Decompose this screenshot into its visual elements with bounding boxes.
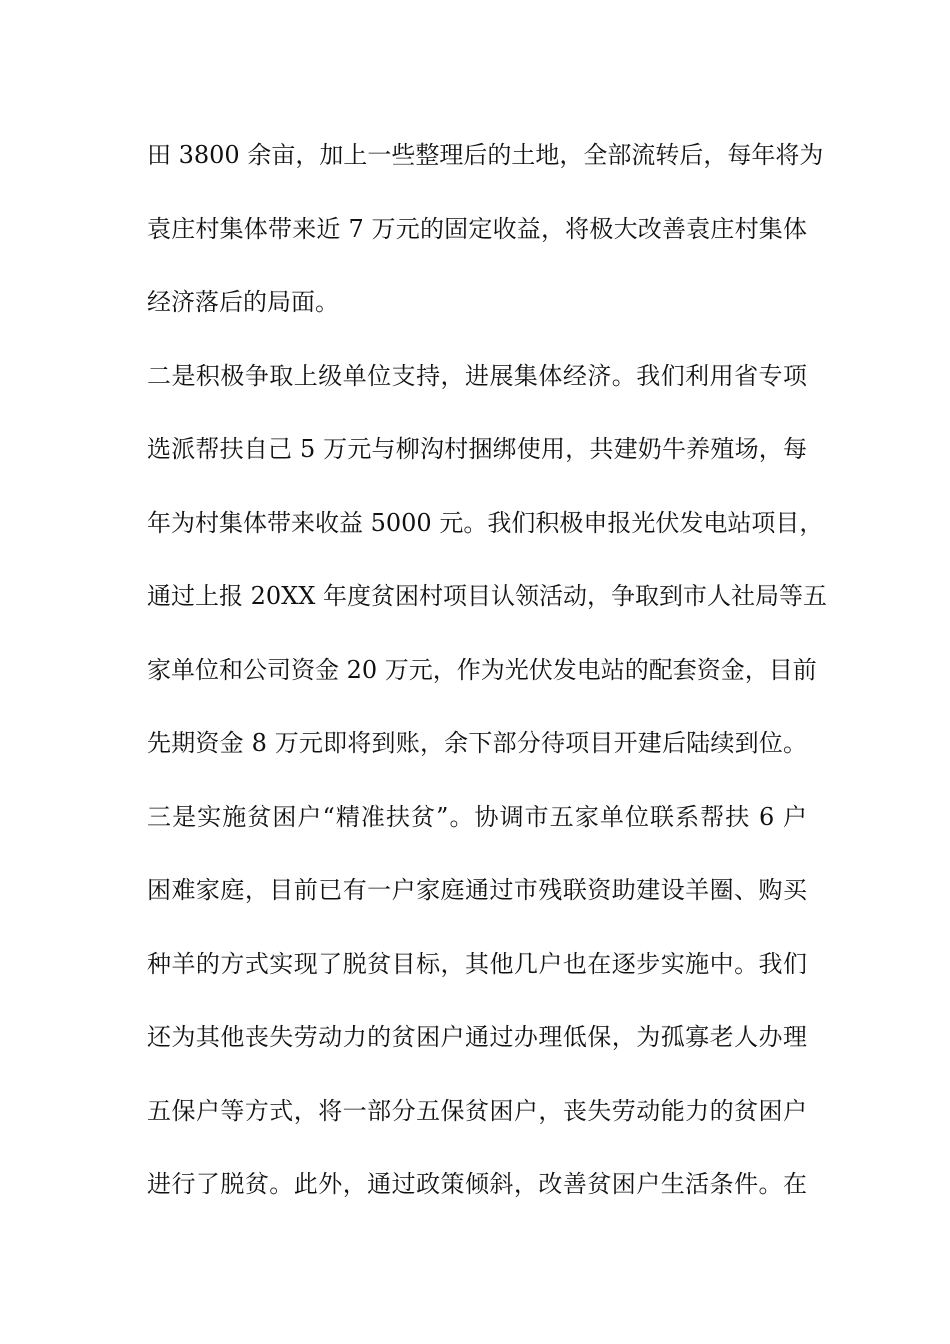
text-line: 困难家庭，目前已有一户家庭通过市残联资助建设羊圈、购买 (147, 876, 807, 904)
text-line: 先期资金 8 万元即将到账，余下部分待项目开建后陆续到位。 (147, 729, 807, 757)
text-line: 田 3800 余亩，加上一些整理后的土地，全部流转后，每年将为 (147, 141, 824, 169)
text-line: 三是实施贫困户“精准扶贫”。协调市五家单位联系帮扶 6 户 (147, 802, 807, 831)
text-line: 选派帮扶自己 5 万元与柳沟村捆绑使用，共建奶牛养殖场，每 (147, 435, 807, 463)
text-line: 经济落后的局面。 (147, 288, 339, 316)
text-line: 家单位和公司资金 20 万元，作为光伏发电站的配套资金，目前 (147, 655, 817, 684)
text-line: 种羊的方式实现了脱贫目标，其他几户也在逐步实施中。我们 (147, 949, 807, 978)
text-line: 进行了脱贫。此外，通过政策倾斜，改善贫困户生活条件。在 (147, 1170, 807, 1198)
body-text (147, 132, 827, 1235)
text-line: 通过上报 20XX 年度贫困村项目认领活动，争取到市人社局等五 (147, 582, 827, 610)
text-line: 袁庄村集体带来近 7 万元的固定收益，将极大改善袁庄村集体 (147, 214, 807, 243)
text-line: 五保户等方式，将一部分五保贫困户，丧失劳动能力的贫困户 (147, 1096, 807, 1125)
text-line: 二是积极争取上级单位支持，进展集体经济。我们利用省专项 (147, 361, 807, 390)
text-line: 年为村集体带来收益 5000 元。我们积极申报光伏发电站项目， (147, 508, 824, 537)
text-line: 还为其他丧失劳动力的贫困户通过办理低保，为孤寡老人办理 (147, 1023, 807, 1051)
